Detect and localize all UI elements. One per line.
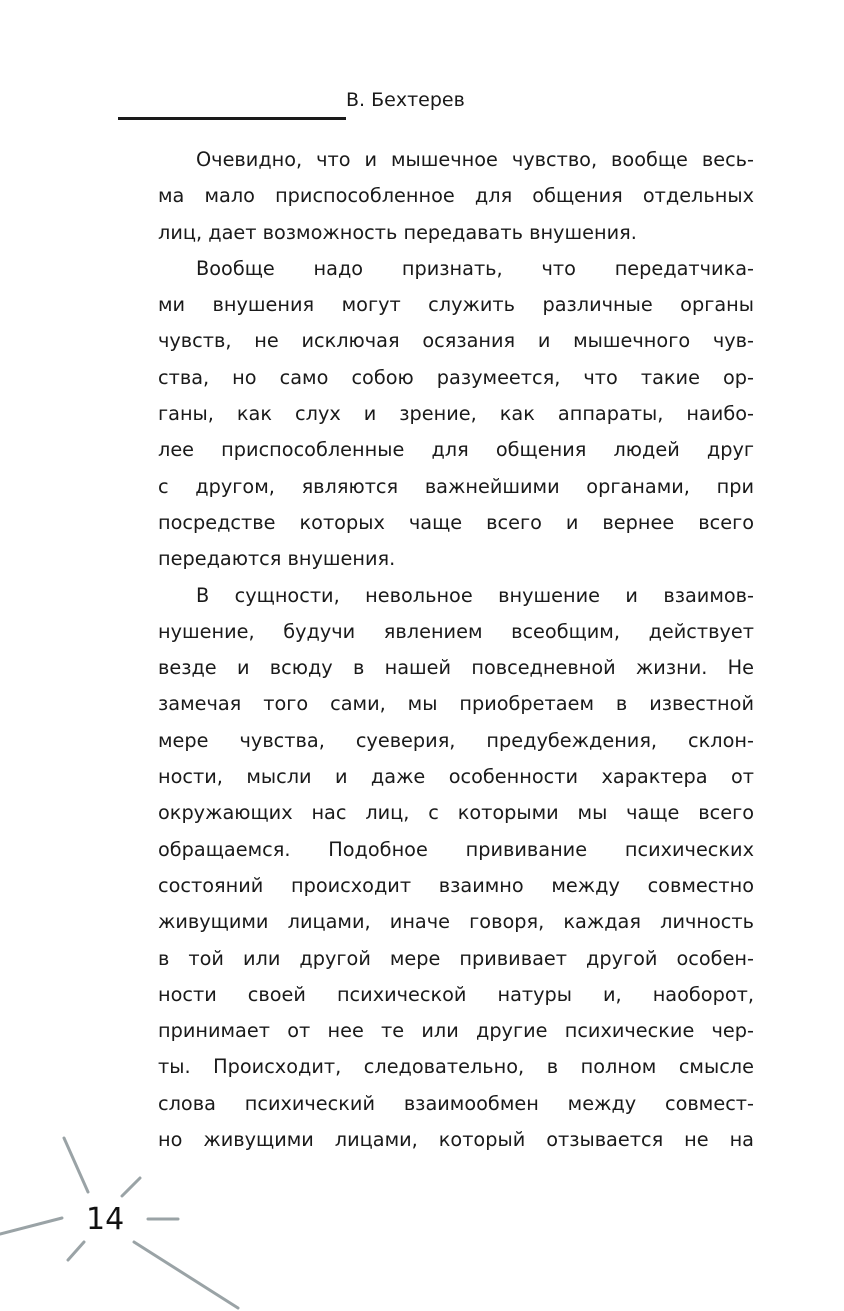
text-line: принимает от нее те или другие психические чер- [158, 1019, 754, 1043]
header-rule [118, 117, 346, 120]
text-line: состояний происходит взаимно между совместно [158, 873, 754, 897]
body-text [158, 142, 754, 1158]
text-line: ганы, как слух и зрение, как аппараты, наибо- [158, 402, 754, 426]
text-line: слова психический взаимообмен между совмест- [158, 1091, 754, 1115]
text-line: везде и всюду в нашей повседневной жизни. Не [158, 656, 754, 680]
text-line: мере чувства, суеверия, предубеждения, склон- [158, 728, 754, 752]
ray-lower-right [134, 1242, 238, 1308]
text-line: но живущими лицами, который отзывается не на [158, 1128, 754, 1152]
text-line: Вообще надо признать, что передатчика- [196, 256, 754, 280]
text-line: чувств, не исключая осязания и мышечного чув- [158, 329, 754, 353]
text-line: замечая того сами, мы приобретаем в известной [158, 692, 754, 716]
text-line: ма мало приспособленное для общения отдельных [158, 184, 754, 208]
ray-upper-left [64, 1138, 88, 1192]
ray-lower-left [68, 1242, 84, 1260]
ray-upper-right [122, 1178, 140, 1196]
running-head-author: В. Бехтерев [346, 89, 465, 111]
text-line: лиц, дает возможность передавать внушения. [158, 220, 637, 244]
text-line: ности, мысли и даже особенности характера от [158, 765, 754, 789]
page-number: 14 [86, 1202, 125, 1237]
text-line: передаются внушения. [158, 547, 396, 571]
starburst-decoration-icon [0, 1130, 260, 1311]
text-line: ства, но само собою разумеется, что такие ор- [158, 365, 754, 389]
text-line: ми внушения могут служить различные органы [158, 293, 754, 317]
text-line: окружающих нас лиц, с которыми мы чаще всего [158, 801, 754, 825]
text-line: нушение, будучи явлением всеобщим, действует [158, 619, 754, 643]
text-line: В сущности, невольное внушение и взаимов- [196, 583, 754, 607]
text-line: в той или другой мере прививает другой особен- [158, 946, 754, 970]
text-line: ности своей психической натуры и, наоборот, [158, 982, 754, 1006]
text-line: с другом, являются важнейшими органами, при [158, 474, 754, 498]
text-line: посредстве которых чаще всего и вернее всего [158, 510, 754, 534]
text-line: лее приспособленные для общения людей друг [158, 438, 754, 462]
ray-left [0, 1218, 62, 1234]
text-line: Очевидно, что и мышечное чувство, вообще весь- [196, 148, 754, 171]
text-line: ты. Происходит, следовательно, в полном смысле [158, 1055, 754, 1079]
text-line: обращаемся. Подобное прививание психических [158, 837, 754, 861]
text-line: живущими лицами, иначе говоря, каждая личность [158, 910, 754, 934]
